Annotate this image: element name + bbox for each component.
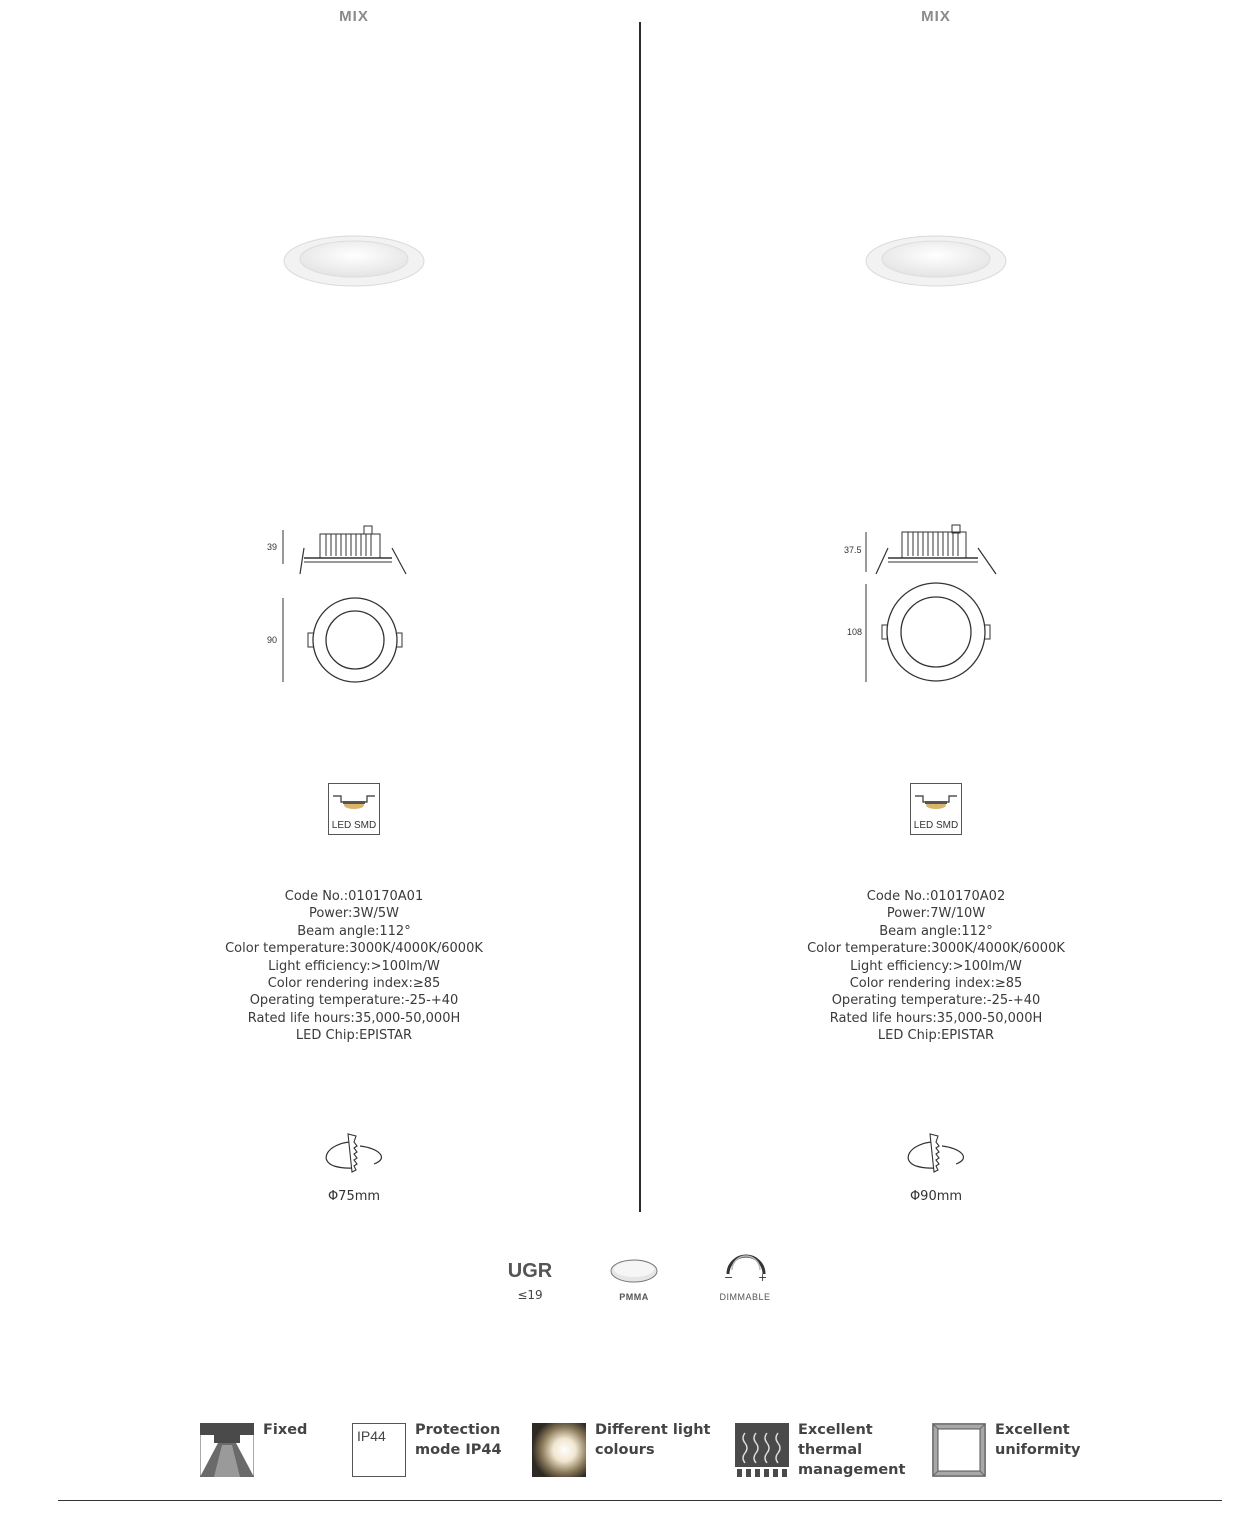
spec-line: Rated life hours:35,000-50,000H xyxy=(247,1010,461,1026)
cutout-size-1: Φ75mm xyxy=(327,1189,381,1204)
feature-label-line: mode IP44 xyxy=(415,1442,502,1458)
spec-line: Light efficiency:>100lm/W xyxy=(850,958,1022,974)
height-dimension-1: 39 xyxy=(267,542,278,552)
led-smd-icon-1 xyxy=(328,783,380,835)
feature-label-line: Excellent xyxy=(798,1422,873,1438)
light-colours-icon xyxy=(532,1423,586,1477)
product-photo-1 xyxy=(274,226,434,296)
spec-line: Beam angle:112° xyxy=(297,923,411,939)
uniformity-icon xyxy=(932,1423,986,1477)
spec-line: Code No.:010170A01 xyxy=(284,889,424,904)
column-2-title: MIX xyxy=(921,8,951,25)
feature-label-colours xyxy=(595,1420,710,1460)
spec-line: Color temperature:3000K/4000K/6000K xyxy=(807,941,1065,957)
dimmable-plus: + xyxy=(758,1271,768,1284)
cutout-saw-icon-1 xyxy=(320,1132,388,1174)
diameter-dimension-2: 108 xyxy=(847,627,863,637)
feature-label-line: Fixed xyxy=(263,1422,308,1438)
diameter-dimension-1: 90 xyxy=(267,635,278,645)
column-divider xyxy=(639,22,641,1212)
spec-line: Operating temperature:-25-+40 xyxy=(831,993,1041,1009)
spec-line: Light efficiency:>100lm/W xyxy=(268,958,440,974)
cutout-size-2: Φ90mm xyxy=(909,1189,963,1204)
product-photo-2 xyxy=(856,226,1016,296)
ugr-title: UGR xyxy=(507,1260,553,1282)
cutout-saw-icon-2 xyxy=(902,1132,970,1174)
spec-line: Color rendering index:≥85 xyxy=(267,976,441,992)
ip44-icon-text: IP44 xyxy=(357,1428,386,1444)
feature-label-protection xyxy=(415,1420,502,1460)
led-chip-icon xyxy=(331,792,377,816)
spec-line: Operating temperature:-25-+40 xyxy=(249,993,459,1009)
column-1-title: MIX xyxy=(339,8,369,25)
spec-line: Power:7W/10W xyxy=(886,906,986,922)
feature-label-line: Protection xyxy=(415,1422,501,1438)
side-view-drawing-2 xyxy=(864,522,1004,582)
feature-label-thermal xyxy=(798,1420,905,1480)
bottom-rule xyxy=(58,1500,1222,1501)
ip44-icon xyxy=(352,1423,406,1477)
feature-label-line: colours xyxy=(595,1442,655,1458)
pmma-label: PMMA xyxy=(619,1292,649,1302)
side-view-drawing-1 xyxy=(280,522,415,582)
led-smd-label: LED SMD xyxy=(331,820,377,831)
feature-label-line: management xyxy=(798,1462,906,1478)
thermal-icon xyxy=(735,1423,789,1477)
spec-line: Power:3W/5W xyxy=(308,906,400,922)
spec-line: Rated life hours:35,000-50,000H xyxy=(829,1010,1043,1026)
feature-label-uniformity xyxy=(995,1420,1081,1460)
spec-line: LED Chip:EPISTAR xyxy=(295,1028,413,1044)
feature-label-fixed xyxy=(263,1420,307,1440)
ugr-value: ≤19 xyxy=(517,1288,543,1302)
pmma-diffuser-icon xyxy=(608,1256,660,1286)
feature-label-line: uniformity xyxy=(995,1442,1081,1458)
feature-label-line: thermal xyxy=(798,1442,863,1458)
dimmable-minus: − xyxy=(724,1271,734,1284)
spec-line: Code No.:010170A02 xyxy=(866,889,1006,904)
spec-line: Color temperature:3000K/4000K/6000K xyxy=(225,941,483,957)
height-dimension-2: 37.5 xyxy=(844,545,862,555)
led-smd-label: LED SMD xyxy=(913,820,959,831)
fixed-icon xyxy=(200,1423,254,1477)
led-smd-icon-2 xyxy=(910,783,962,835)
top-view-drawing-1 xyxy=(280,596,415,684)
spec-line: LED Chip:EPISTAR xyxy=(877,1028,995,1044)
spec-line: Color rendering index:≥85 xyxy=(849,976,1023,992)
led-chip-icon xyxy=(913,792,959,816)
specs-list-1 xyxy=(154,888,554,1045)
specs-list-2 xyxy=(736,888,1136,1045)
top-view-drawing-2 xyxy=(864,582,1004,686)
feature-label-line: Different light xyxy=(595,1422,711,1438)
feature-label-line: Excellent xyxy=(995,1422,1070,1438)
spec-line: Beam angle:112° xyxy=(879,923,993,939)
dimmable-label: DIMMABLE xyxy=(719,1292,771,1302)
